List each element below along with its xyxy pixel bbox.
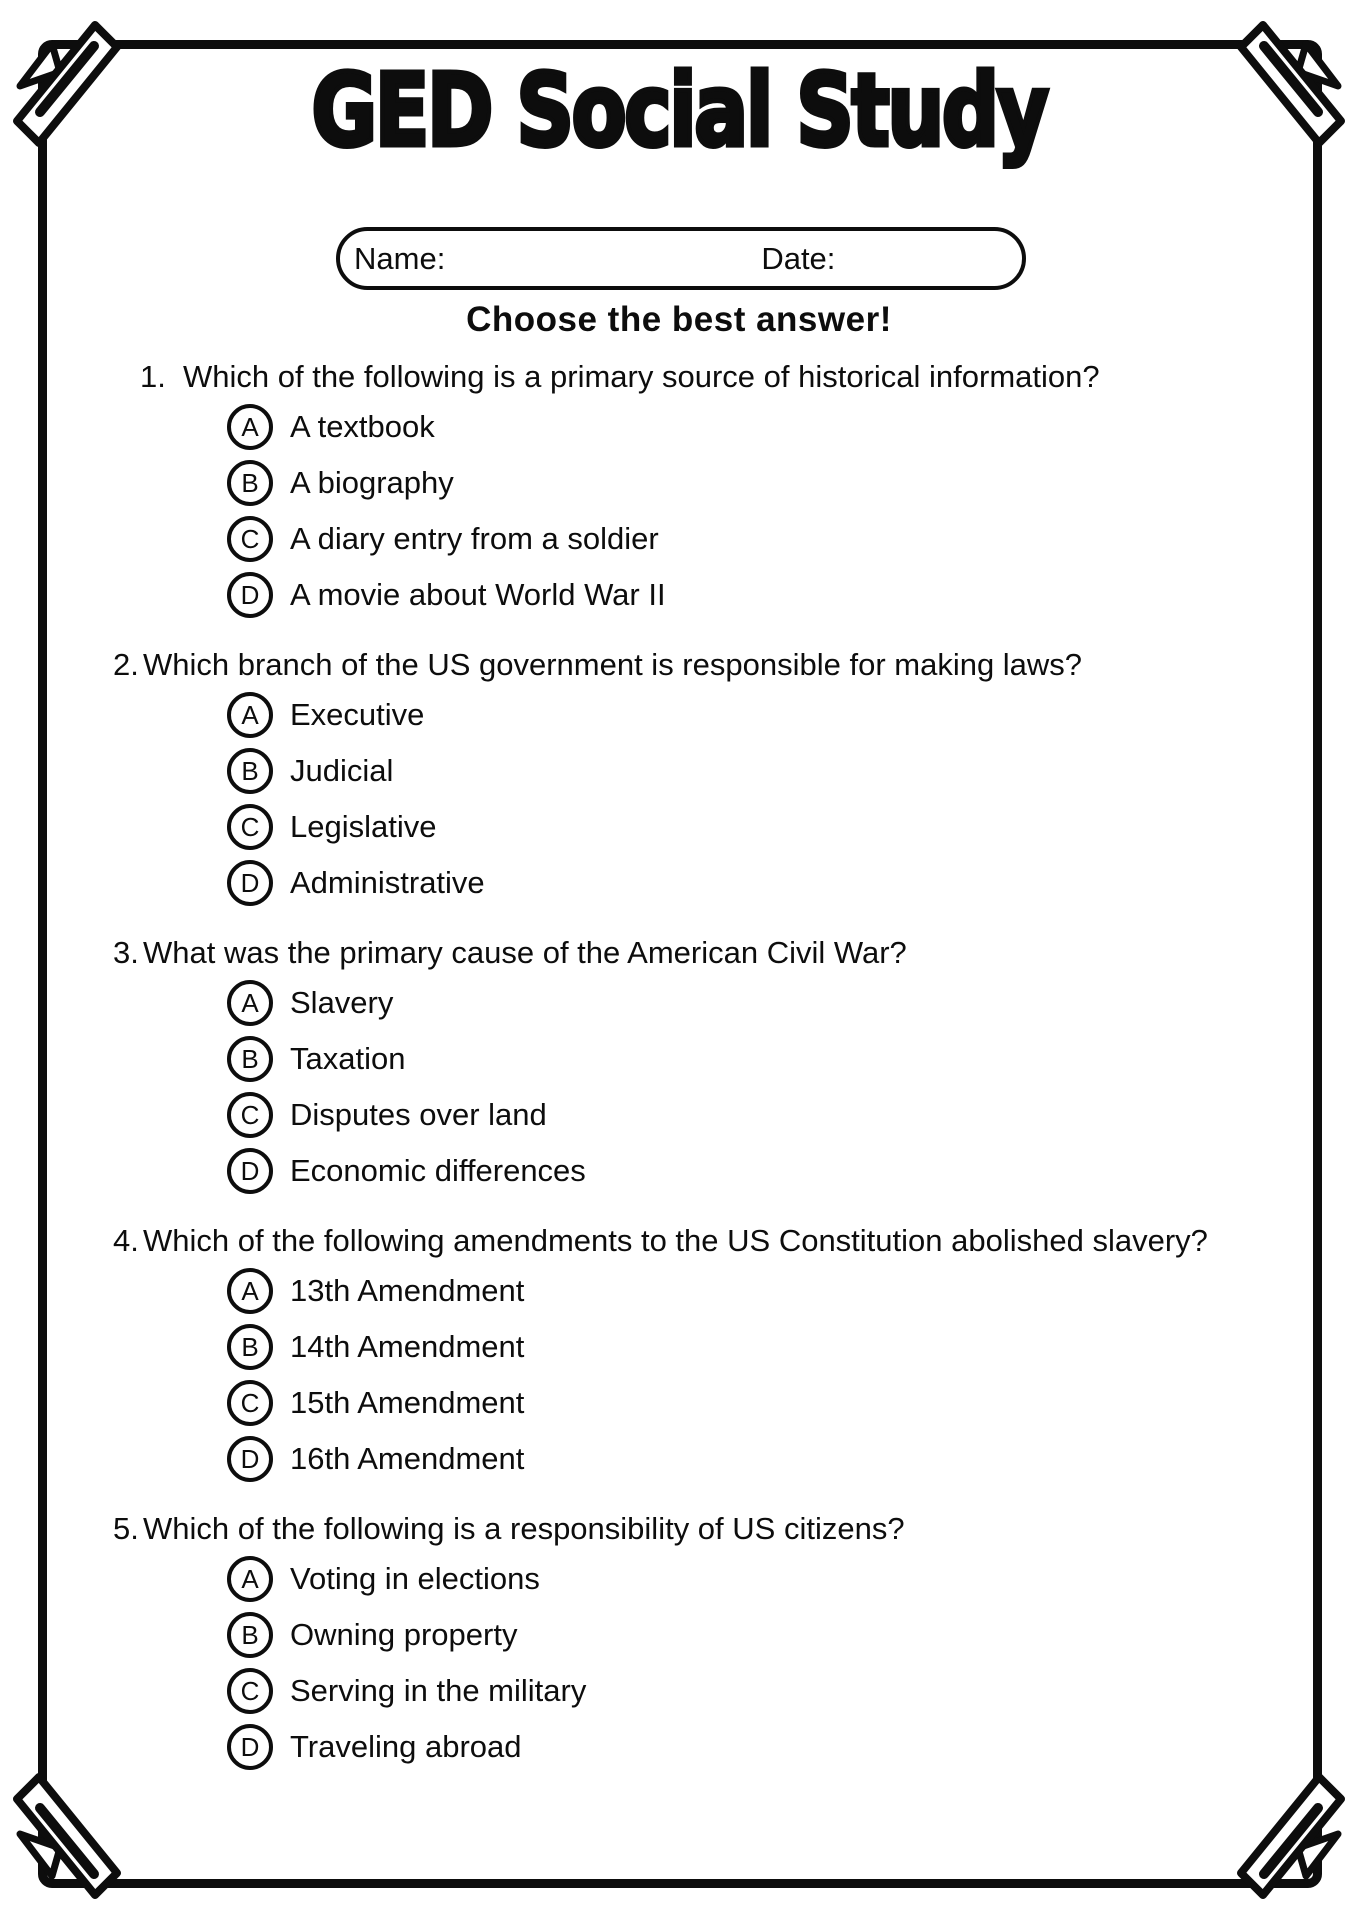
question-number: 2.: [113, 647, 139, 682]
answer-option: [0, 1607, 1358, 1663]
answer-option: [0, 399, 1358, 455]
answer-text: Voting in elections: [290, 1561, 540, 1596]
answer-option: [0, 855, 1358, 911]
answer-bubble[interactable]: D: [227, 572, 273, 618]
question-text: Which of the following amendments to the US Constitution abolished slavery?: [143, 1223, 1208, 1258]
options: [0, 399, 1358, 623]
options: [0, 1551, 1358, 1775]
answer-option: [0, 1263, 1358, 1319]
answer-text: 13th Amendment: [290, 1273, 525, 1308]
question-text: Which branch of the US government is responsible for making laws?: [143, 647, 1083, 682]
answer-bubble[interactable]: A: [227, 404, 273, 450]
answer-option: [0, 455, 1358, 511]
question-block: [0, 355, 1358, 623]
answer-text: A biography: [290, 465, 454, 500]
answer-bubble[interactable]: B: [227, 1036, 273, 1082]
answer-option: [0, 799, 1358, 855]
answer-text: Executive: [290, 697, 425, 732]
date-label: Date:: [761, 240, 836, 276]
answer-option: [0, 1719, 1358, 1775]
question-number: 1.: [140, 359, 166, 394]
question-block: [0, 931, 1358, 1199]
answer-text: A textbook: [290, 409, 435, 444]
answer-bubble[interactable]: A: [227, 1556, 273, 1602]
options: [0, 687, 1358, 911]
question-text: Which of the following is a responsibility of US citizens?: [143, 1511, 905, 1546]
corner-clip-top-right-icon: [1208, 0, 1358, 150]
answer-option: [0, 1663, 1358, 1719]
answer-bubble[interactable]: D: [227, 860, 273, 906]
answer-option: [0, 1551, 1358, 1607]
answer-bubble[interactable]: B: [227, 748, 273, 794]
answer-bubble[interactable]: A: [227, 1268, 273, 1314]
answer-option: [0, 567, 1358, 623]
page-title: GED Social Study: [311, 52, 1047, 169]
answer-text: Traveling abroad: [290, 1729, 522, 1764]
corner-clip-bottom-left-icon: [0, 1770, 150, 1920]
answer-bubble[interactable]: A: [227, 692, 273, 738]
question-block: [0, 1507, 1358, 1775]
answer-bubble[interactable]: A: [227, 980, 273, 1026]
question-list: [0, 335, 1358, 1775]
options: [0, 1263, 1358, 1487]
answer-text: A diary entry from a soldier: [290, 521, 659, 556]
corner-clip-bottom-right-icon: [1208, 1770, 1358, 1920]
answer-bubble[interactable]: D: [227, 1436, 273, 1482]
answer-text: Economic differences: [290, 1153, 586, 1188]
answer-text: Serving in the military: [290, 1673, 587, 1708]
answer-text: Owning property: [290, 1617, 518, 1652]
answer-bubble[interactable]: C: [227, 516, 273, 562]
answer-text: Disputes over land: [290, 1097, 547, 1132]
answer-option: [0, 511, 1358, 567]
answer-text: Administrative: [290, 865, 485, 900]
answer-bubble[interactable]: C: [227, 804, 273, 850]
name-input-area[interactable]: [445, 231, 761, 286]
answer-bubble[interactable]: B: [227, 1612, 273, 1658]
answer-option: [0, 1319, 1358, 1375]
answer-option: [0, 743, 1358, 799]
date-input-area[interactable]: [835, 231, 1002, 286]
answer-option: [0, 1087, 1358, 1143]
question-number: 4.: [113, 1223, 139, 1258]
name-date-box: [336, 227, 1026, 290]
name-label: Name:: [354, 240, 446, 276]
answer-option: [0, 1375, 1358, 1431]
answer-text: Taxation: [290, 1041, 406, 1076]
answer-text: Judicial: [290, 753, 394, 788]
answer-bubble[interactable]: B: [227, 1324, 273, 1370]
corner-clip-top-left-icon: [0, 0, 150, 150]
question-text: Which of the following is a primary source of historical information?: [183, 359, 1100, 394]
answer-text: Legislative: [290, 809, 437, 844]
answer-text: 14th Amendment: [290, 1329, 525, 1364]
answer-bubble[interactable]: C: [227, 1092, 273, 1138]
answer-text: Slavery: [290, 985, 394, 1020]
question-text: What was the primary cause of the American Civil War?: [143, 935, 907, 970]
answer-option: [0, 1031, 1358, 1087]
question-number: 3.: [113, 935, 139, 970]
answer-option: [0, 1431, 1358, 1487]
question-block: [0, 1219, 1358, 1487]
options: [0, 975, 1358, 1199]
answer-option: [0, 975, 1358, 1031]
answer-bubble[interactable]: C: [227, 1380, 273, 1426]
answer-bubble[interactable]: C: [227, 1668, 273, 1714]
answer-text: 16th Amendment: [290, 1441, 525, 1476]
question-block: [0, 643, 1358, 911]
answer-text: 15th Amendment: [290, 1385, 525, 1420]
answer-bubble[interactable]: D: [227, 1148, 273, 1194]
question-number: 5.: [113, 1511, 139, 1546]
answer-bubble[interactable]: B: [227, 460, 273, 506]
answer-text: A movie about World War II: [290, 577, 666, 612]
instruction-text: Choose the best answer!: [466, 300, 892, 339]
answer-option: [0, 687, 1358, 743]
answer-option: [0, 1143, 1358, 1199]
answer-bubble[interactable]: D: [227, 1724, 273, 1770]
